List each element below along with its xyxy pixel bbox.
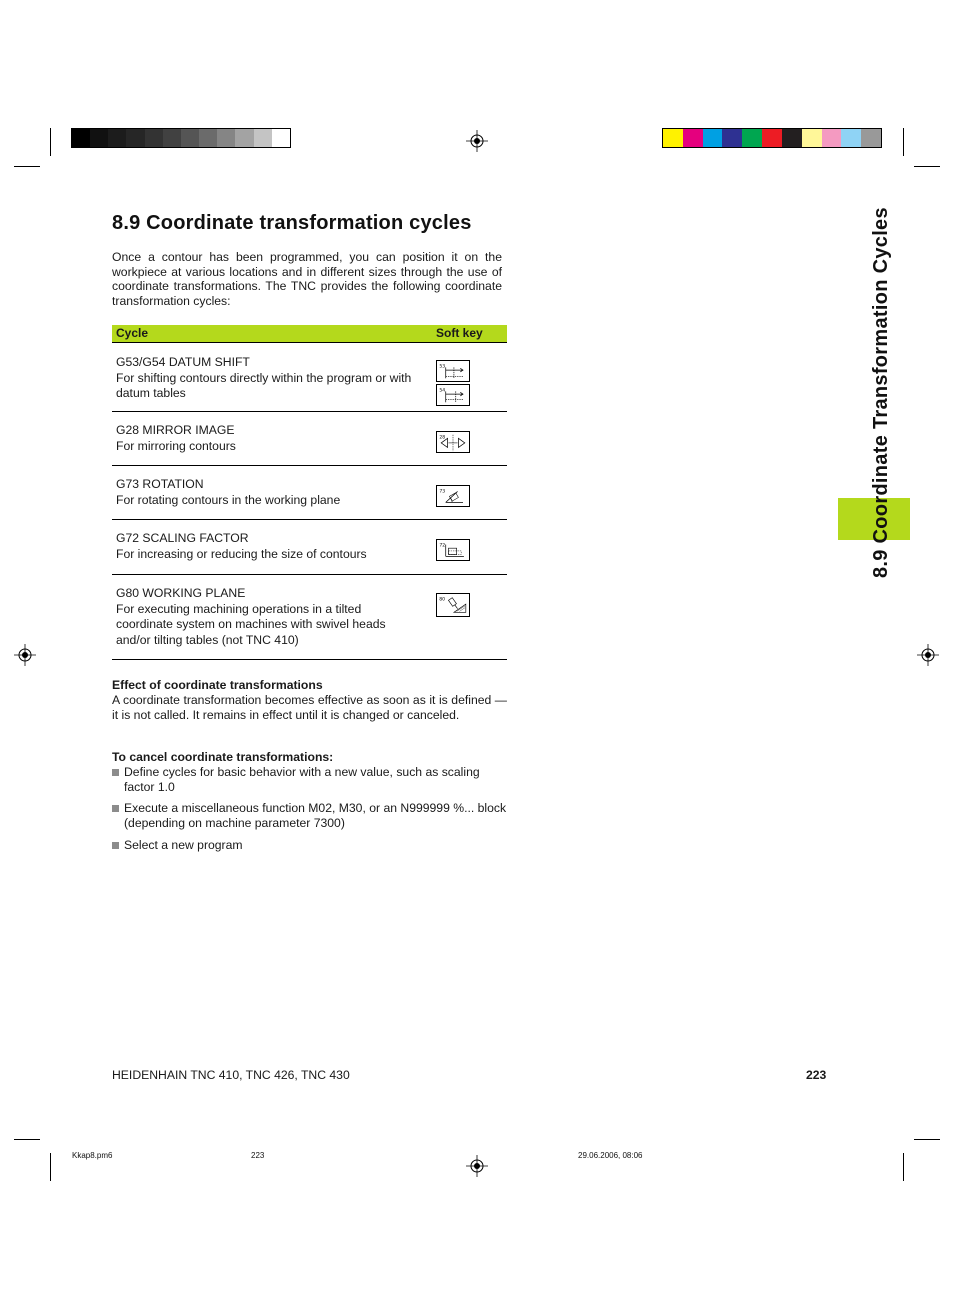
color-swatch — [254, 129, 272, 147]
effect-heading: Effect of coordinate transformations — [112, 678, 323, 692]
datum-shift-icon — [437, 361, 469, 381]
page-number: 223 — [806, 1068, 827, 1082]
crop-mark — [914, 1139, 940, 1140]
color-swatch — [802, 129, 822, 147]
mirror-image-icon — [437, 432, 469, 452]
list-item — [112, 801, 507, 830]
datum-table-icon — [437, 385, 469, 405]
color-swatch — [762, 129, 782, 147]
softkey-working-plane[interactable] — [436, 593, 470, 617]
list-item-text: Define cycles for basic behavior with a new value, such as scaling factor 1.0 — [124, 765, 480, 794]
row-text — [116, 423, 416, 454]
softkey-scaling-factor[interactable] — [436, 539, 470, 561]
registration-mark-icon — [466, 1155, 488, 1177]
page-title: 8.9 Coordinate transformation cycles — [112, 212, 472, 234]
crop-mark — [50, 128, 51, 156]
color-swatch — [272, 129, 290, 147]
list-item-text: Execute a miscellaneous function M02, M30, or an N999999 %... block (depending on machine parameter 7300) — [124, 801, 507, 830]
softkey-number: 54 — [439, 388, 446, 394]
working-plane-icon — [437, 594, 469, 616]
color-swatch — [722, 129, 742, 147]
row-text — [116, 477, 416, 508]
table-header — [112, 325, 507, 343]
softkey-rotation[interactable] — [436, 485, 470, 507]
table-row — [112, 575, 507, 660]
color-swatch — [841, 129, 861, 147]
bullet-square-icon — [112, 842, 119, 849]
softkey-number: 80 — [439, 597, 446, 603]
color-swatch — [235, 129, 253, 147]
slug-page: 223 — [251, 1151, 265, 1160]
effect-text: A coordinate transformation becomes effective as soon as it is defined — it is not called. It remains in effect until it is changed or canceled. — [112, 693, 507, 722]
softkey-number: 53 — [439, 364, 446, 370]
cycle-description: For executing machining operations in a tilted coordinate system on machines with swivel heads and/or tilting tables (not TNC 410) — [116, 601, 386, 647]
color-swatch — [90, 129, 108, 147]
color-swatch — [703, 129, 723, 147]
cycle-title: G73 ROTATION — [116, 477, 204, 491]
grayscale-bar — [71, 128, 291, 148]
slug-date: 29.06.2006, 08:06 — [578, 1151, 643, 1160]
crop-mark — [914, 166, 940, 167]
color-swatch — [822, 129, 842, 147]
softkey-datum-shift-54[interactable] — [436, 384, 470, 406]
registration-mark-icon — [14, 644, 36, 666]
crop-mark — [14, 166, 40, 167]
color-swatch — [199, 129, 217, 147]
row-text — [116, 586, 418, 648]
cycle-title: G53/G54 DATUM SHIFT — [116, 355, 250, 369]
side-title: 8.9 Coordinate Transformation Cycles — [870, 207, 892, 578]
color-swatch — [683, 129, 703, 147]
column-header-softkey: Soft key — [436, 326, 483, 340]
color-swatch — [108, 129, 126, 147]
slug-filename: Kkap8.pm6 — [72, 1151, 113, 1160]
cycle-title: G28 MIRROR IMAGE — [116, 423, 235, 437]
row-text — [116, 531, 416, 562]
color-swatch — [181, 129, 199, 147]
softkey-datum-shift-53[interactable] — [436, 360, 470, 382]
crop-mark — [903, 1153, 904, 1181]
rotation-icon — [437, 486, 469, 506]
registration-mark-icon — [917, 644, 939, 666]
color-swatch — [72, 129, 90, 147]
list-item — [112, 838, 507, 853]
crop-mark — [903, 128, 904, 156]
color-swatch — [742, 129, 762, 147]
registration-mark-icon — [466, 130, 488, 152]
color-swatch — [782, 129, 802, 147]
list-item — [112, 765, 507, 794]
intro-paragraph: Once a contour has been programmed, you can position it on the workpiece at various locations and in different sizes through the use of coordinate transformations. The TNC provides the following coordinate transformation cycles: — [112, 250, 502, 308]
color-swatch — [861, 129, 881, 147]
color-swatch — [145, 129, 163, 147]
color-bar — [662, 128, 882, 148]
color-swatch — [163, 129, 181, 147]
column-header-cycle: Cycle — [116, 326, 149, 340]
cycle-title: G72 SCALING FACTOR — [116, 531, 249, 545]
softkey-mirror-image[interactable] — [436, 431, 470, 453]
softkey-number: 28 — [439, 435, 446, 441]
bullet-square-icon — [112, 805, 119, 812]
row-text — [116, 355, 416, 402]
bullet-square-icon — [112, 769, 119, 776]
cancel-heading: To cancel coordinate transformations: — [112, 750, 334, 764]
cycle-title: G80 WORKING PLANE — [116, 586, 246, 600]
softkey-number: 72 — [439, 543, 446, 549]
color-swatch — [663, 129, 683, 147]
softkey-number: 73 — [439, 489, 446, 495]
footer-product: HEIDENHAIN TNC 410, TNC 426, TNC 430 — [112, 1068, 350, 1082]
color-swatch — [217, 129, 235, 147]
cycle-description: For rotating contours in the working plane — [116, 492, 341, 507]
cycle-description: For mirroring contours — [116, 438, 236, 453]
color-swatch — [126, 129, 144, 147]
crop-mark — [14, 1139, 40, 1140]
cycle-description: For shifting contours directly within the program or with datum tables — [116, 370, 412, 400]
scaling-factor-icon — [437, 540, 469, 560]
cycle-description: For increasing or reducing the size of contours — [116, 546, 367, 561]
list-item-text: Select a new program — [124, 838, 243, 852]
crop-mark — [50, 1153, 51, 1181]
